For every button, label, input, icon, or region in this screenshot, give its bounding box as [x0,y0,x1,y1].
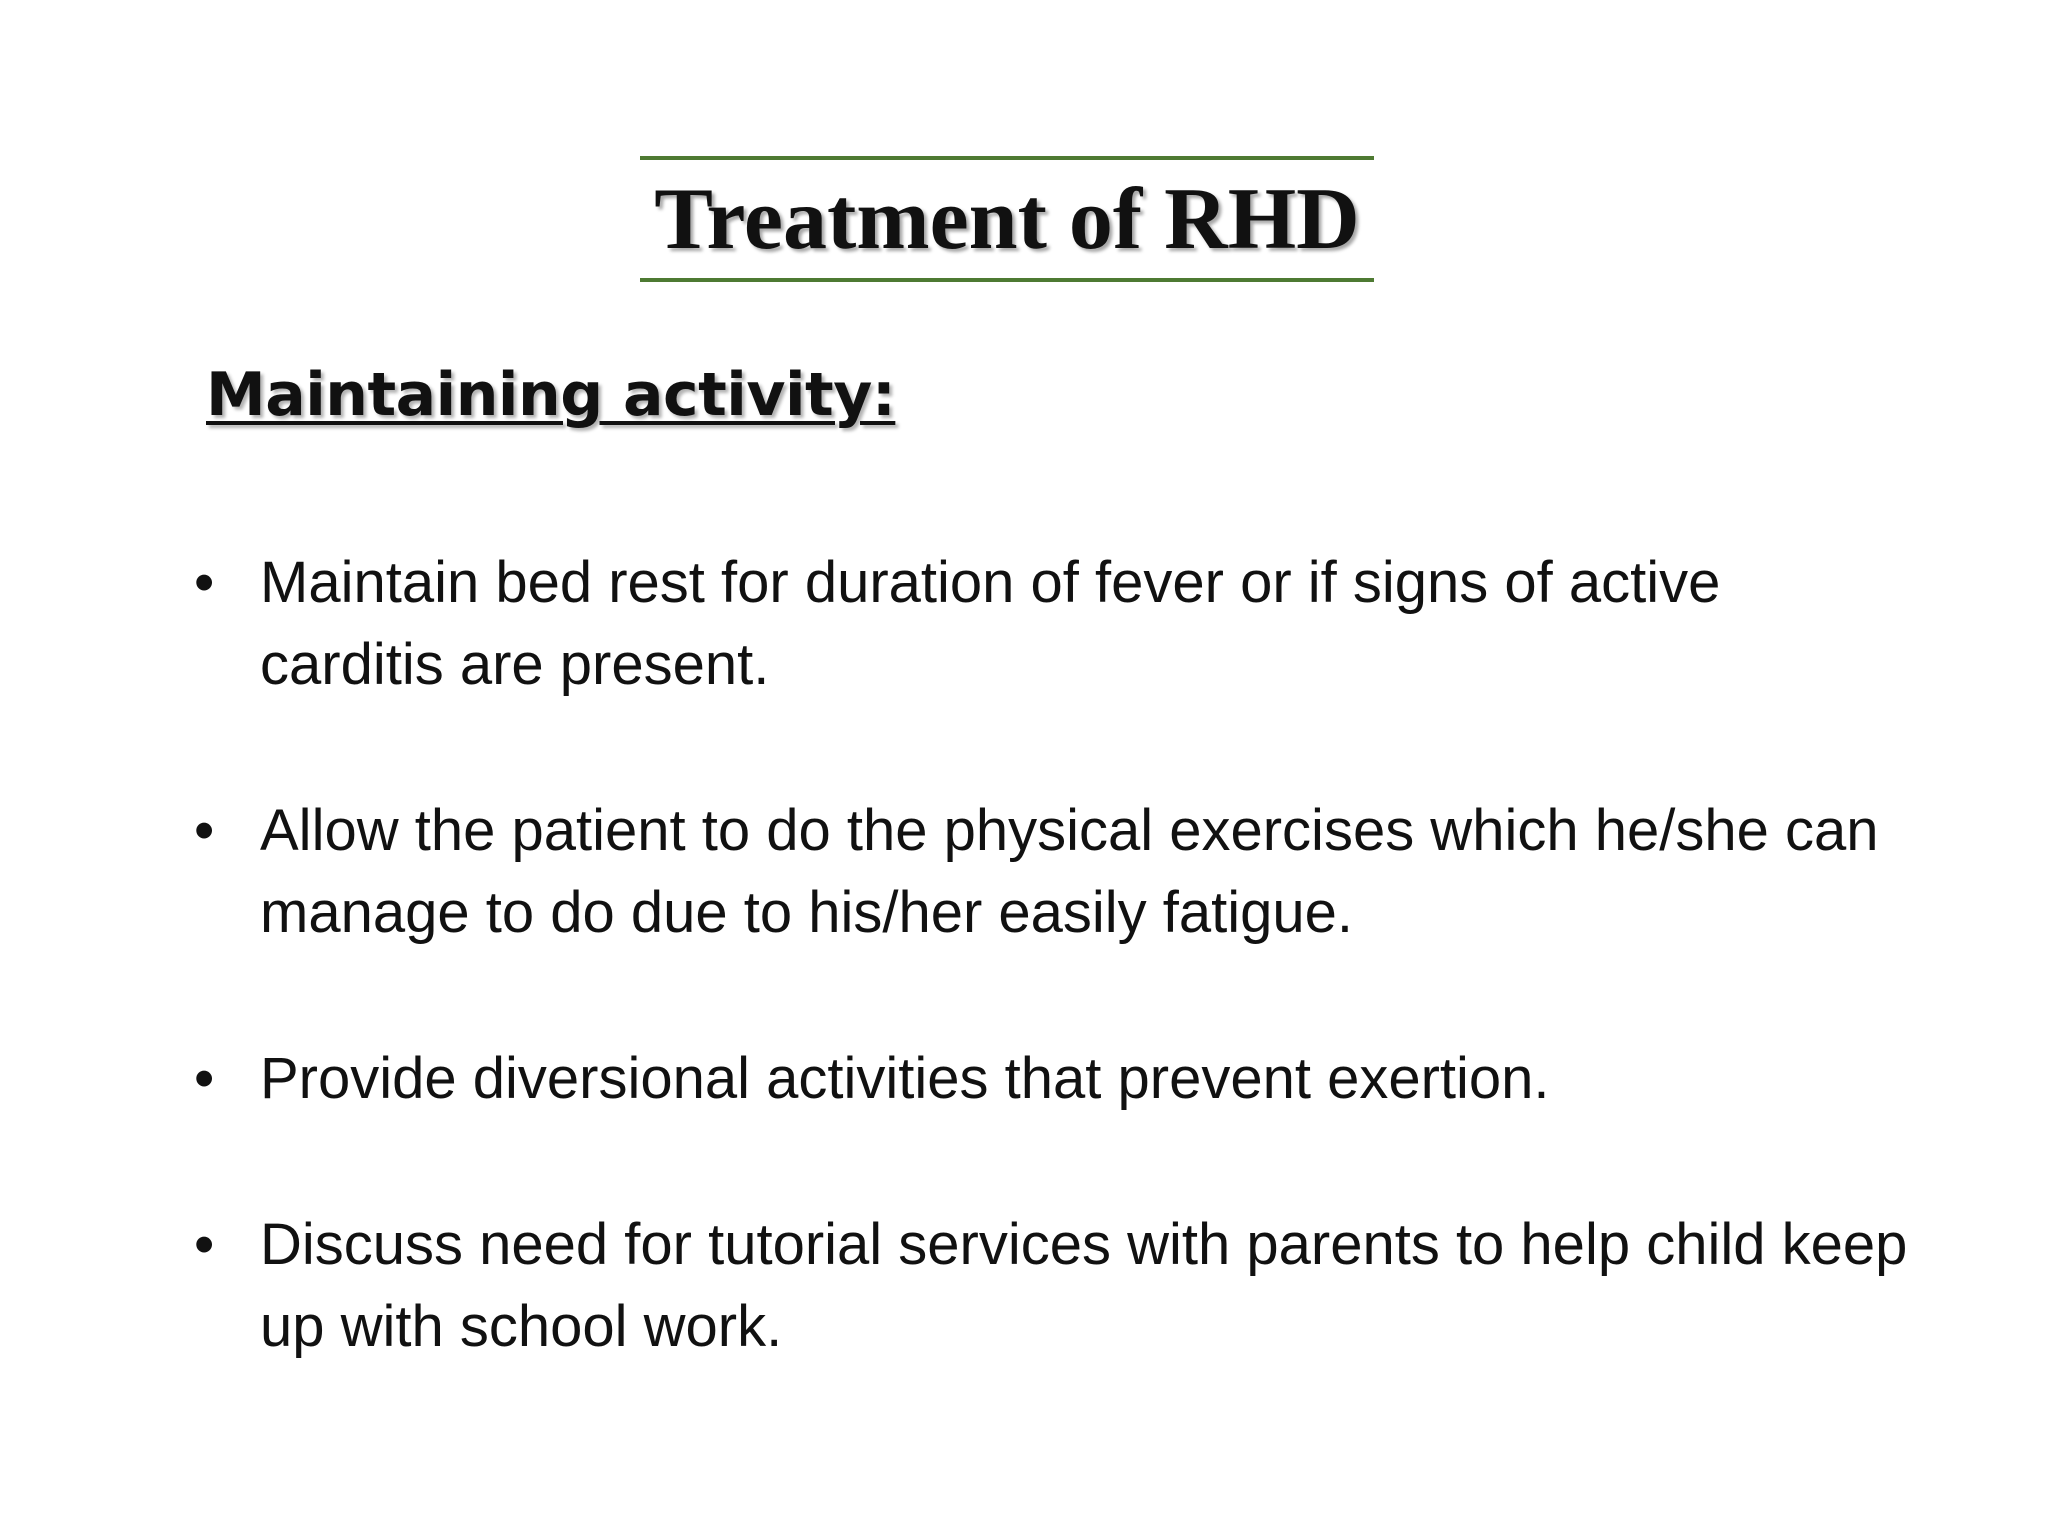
bullet-list [188,542,1908,1452]
bullet-text: Maintain bed rest for duration of fever or if signs of active carditis are present. [260,550,1721,697]
bullet-text: Provide diversional activities that prevent exertion. [260,1046,1550,1111]
slide-title: Treatment of RHD [654,171,1360,268]
bullet-text: Allow the patient to do the physical exercises which he/she can manage to do due to his/her easily fatigue. [260,798,1879,945]
bullet-dot-icon: • [194,1212,215,1277]
bullet-item [188,1038,1908,1120]
bullet-dot-icon: • [194,1046,215,1111]
bullet-text: Discuss need for tutorial services with parents to help child keep up with school work. [260,1212,1908,1359]
bullet-dot-icon: • [194,798,215,863]
title-rule-bottom [640,278,1374,282]
bullet-item [188,542,1908,706]
section-subheading: Maintaining activity: [206,360,896,430]
title-rule-top [640,156,1374,160]
bullet-dot-icon: • [194,550,215,615]
bullet-item [188,1204,1908,1368]
bullet-item [188,790,1908,954]
title-block [640,156,1374,286]
